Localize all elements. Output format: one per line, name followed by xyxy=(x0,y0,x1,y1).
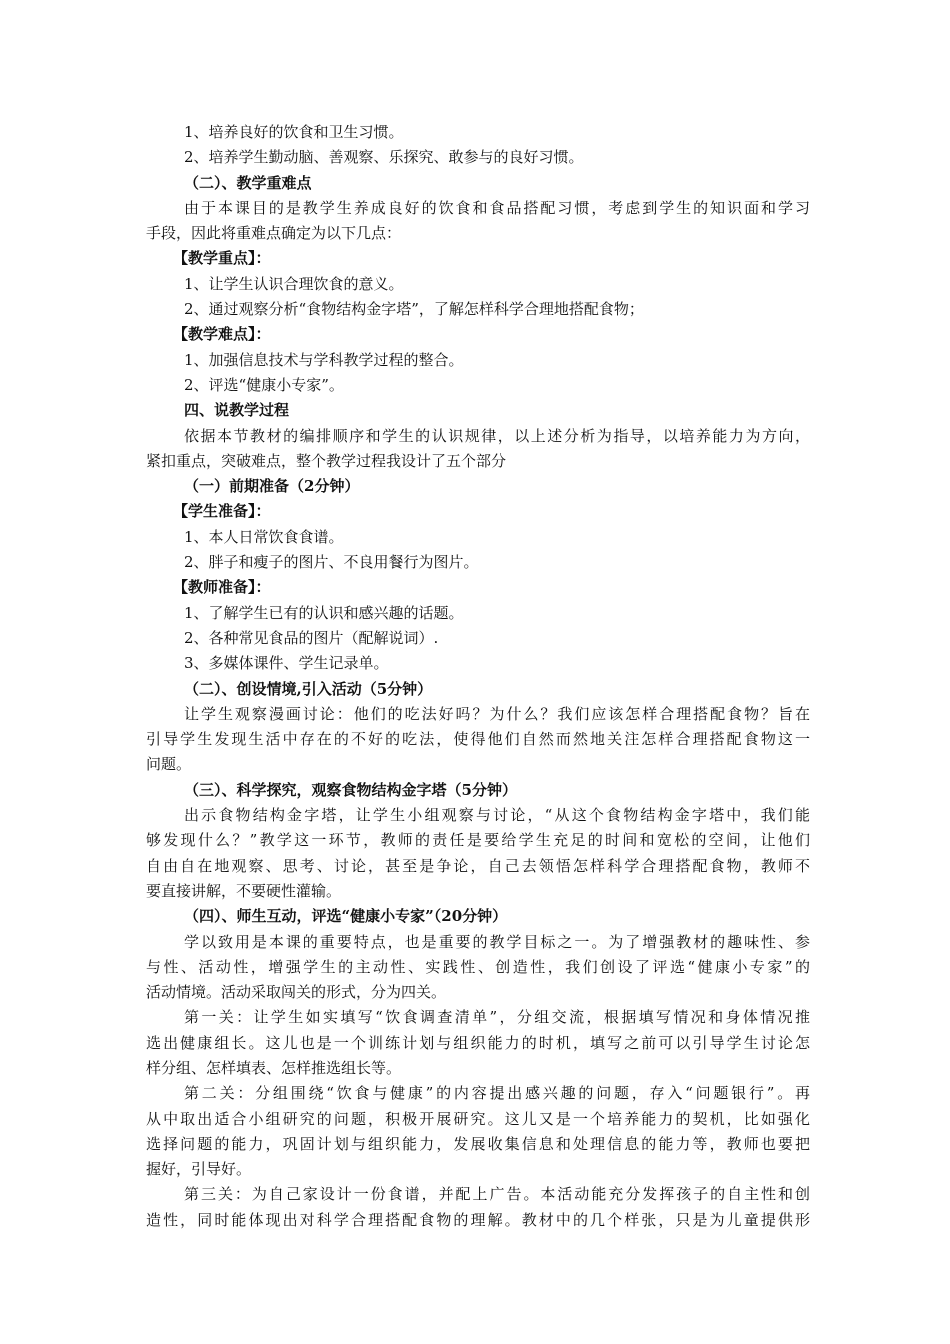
text-line: 紧扣重点，突破难点，整个教学过程我设计了五个部分 xyxy=(146,451,507,470)
section-heading: 四、说教学过程 xyxy=(184,401,290,420)
text-line: 2、胖子和瘦子的图片、不良用餐行为图片。 xyxy=(184,553,479,572)
text-line: 1、了解学生已有的认识和感兴趣的话题。 xyxy=(184,603,464,622)
section-heading: （一）前期准备（2分钟） xyxy=(184,477,360,496)
text-line: 握好，引导好。 xyxy=(146,1160,252,1179)
text-line: 学以致用是本课的重要特点，也是重要的教学目标之一。为了增强教材的趣味性、参 xyxy=(184,932,810,951)
text-line: 样分组、怎样填表、怎样推选组长等。 xyxy=(146,1058,402,1077)
text-line: 活动情境。活动采取闯关的形式，分为四关。 xyxy=(146,983,447,1002)
section-heading: 【学生准备】： xyxy=(173,502,271,521)
text-line: 1、本人日常饮食食谱。 xyxy=(184,527,344,546)
text-line: 造性，同时能体现出对科学合理搭配食物的理解。教材中的几个样张，只是为儿童提供形 xyxy=(146,1210,810,1229)
text-line: 2、各种常见食品的图片（配解说词）. xyxy=(184,628,439,647)
text-line: 出示食物结构金字塔，让学生小组观察与讨论，“从这个食物结构金字塔中，我们能 xyxy=(184,806,810,825)
text-line: 问题。 xyxy=(146,755,192,774)
text-line: 第三关：为自己家设计一份食谱，并配上广告。本活动能充分发挥孩子的自主性和创 xyxy=(184,1185,810,1204)
text-line: 自由自在地观察、思考、讨论，甚至是争论，自己去领悟怎样科学合理搭配食物，教师不 xyxy=(146,856,810,875)
text-line: 手段，因此将重难点确定为以下几点： xyxy=(146,224,402,243)
text-line: 由于本课目的是教学生养成良好的饮食和食品搭配习惯，考虑到学生的知识面和学习 xyxy=(184,198,810,217)
section-heading: （四）、师生互动，评选“健康小专家”（20分钟） xyxy=(184,907,508,926)
text-line: 1、让学生认识合理饮食的意义。 xyxy=(184,274,404,293)
section-heading: 【教师准备】： xyxy=(173,578,271,597)
text-line: 1、培养良好的饮食和卫生习惯。 xyxy=(184,123,404,141)
text-line: 1、加强信息技术与学科教学过程的整合。 xyxy=(184,350,464,369)
text-line: 依据本节教材的编排顺序和学生的认识规律，以上述分析为指导，以培养能力为方向， xyxy=(184,426,810,445)
text-line: 从中取出适合小组研究的问题，积极开展研究。这儿又是一个培养能力的契机，比如强化 xyxy=(146,1109,810,1128)
text-line: 第一关：让学生如实填写“饮食调查清单”，分组交流，根据填写情况和身体情况推 xyxy=(184,1008,810,1027)
text-line: 3、多媒体课件、学生记录单。 xyxy=(184,654,389,673)
text-line: 2、评选“健康小专家”。 xyxy=(184,375,344,394)
section-heading: 【教学重点】： xyxy=(173,249,271,268)
text-line: 与性、活动性，增强学生的主动性、实践性、创造性，我们创设了评选“健康小专家”的 xyxy=(146,957,810,976)
text-line: 2、培养学生勤动脑、善观察、乐探究、敢参与的良好习惯。 xyxy=(184,148,584,167)
section-heading: （二）、教学重难点 xyxy=(184,173,312,192)
text-line: 要直接讲解，不要硬性灌输。 xyxy=(146,881,342,900)
text-line: 够发现什么？”教学这一环节，教师的责任是要给学生充足的时间和宽松的空间，让他们 xyxy=(146,831,810,850)
text-line: 引导学生发现生活中存在的不好的吃法，使得他们自然而然地关注怎样合理搭配食物这一 xyxy=(146,730,810,749)
text-line: 选出健康组长。这儿也是一个训练计划与组织能力的时机，填写之前可以引导学生讨论怎 xyxy=(146,1033,810,1052)
section-heading: （三）、科学探究，观察食物结构金字塔（5分钟） xyxy=(184,780,517,799)
text-line: 选择问题的能力，巩固计划与组织能力，发展收集信息和处理信息的能力等，教师也要把 xyxy=(146,1134,810,1153)
section-heading: 【教学难点】： xyxy=(173,325,271,344)
section-heading: （二）、创设情境,引入活动（5分钟） xyxy=(184,679,433,698)
text-line: 第二关：分组围绕“饮食与健康”的内容提出感兴趣的问题，存入“问题银行”。再 xyxy=(184,1084,810,1103)
text-line: 让学生观察漫画讨论：他们的吃法好吗？为什么？我们应该怎样合理搭配食物？旨在 xyxy=(184,704,810,723)
document-page xyxy=(146,120,810,1233)
text-line: 2、通过观察分析“食物结构金字塔”，了解怎样科学合理地搭配食物； xyxy=(184,300,644,319)
